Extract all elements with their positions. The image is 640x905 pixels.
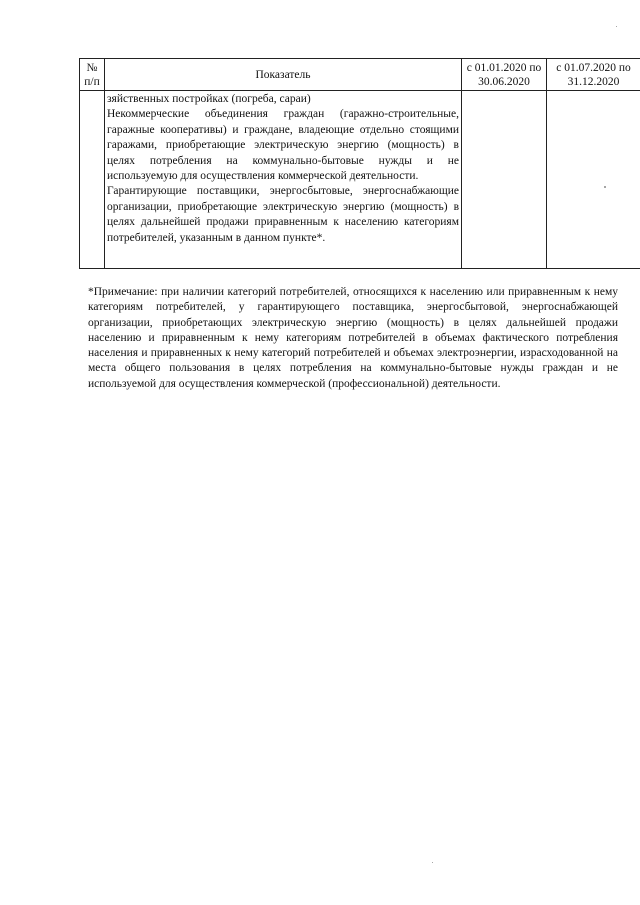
table-header-row bbox=[80, 59, 640, 91]
header-period-1-label: с 01.01.2020 по 30.06.2020 bbox=[466, 61, 542, 88]
table-row bbox=[80, 91, 640, 269]
scan-speck bbox=[432, 862, 433, 863]
header-number-label: № п/п bbox=[84, 61, 100, 88]
indicator-paragraph-3: Гарантирующие поставщики, энергосбытовые, энергоснабжающие организации, приобретающие электрическую энергию (мощность) в целях дальнейшей продажи приравненным к населению категориям потребителей, указанным в данном пункте*. bbox=[107, 185, 459, 244]
indicator-paragraph-2: Некоммерческие объединения граждан (гаражно-строительные, гаражные кооперативы) и граждане, владеющие отдельно стоящими гаражами, приобретающие электрическую энергию (мощность) в целях потребления на коммунально-бытовые нужды и не используемую для осуществления коммерческой деятельности. bbox=[107, 108, 459, 183]
row-period-1-cell bbox=[462, 91, 547, 269]
header-period-1 bbox=[462, 59, 547, 91]
row-indicator-cell bbox=[105, 91, 462, 269]
header-period-2-label: с 01.07.2020 по 31.12.2020 bbox=[556, 61, 631, 88]
row-period-2-cell bbox=[547, 91, 640, 269]
header-indicator bbox=[105, 59, 462, 91]
header-indicator-label: Показатель bbox=[255, 68, 311, 81]
tariff-table bbox=[79, 58, 640, 269]
row-number-cell bbox=[80, 91, 105, 269]
footnote: *Примечание: при наличии категорий потребителей, относящихся к населению или приравненным к нему категориям потребителей, у гарантирующего поставщика, энергосбытовой, энергоснабжающей организации, приобретающих электрическую энергию (мощность) в целях дальнейшей продажи населению и приравненным к нему категориям потребителей в объемах фактического потребления населения и приравненных к нему категорий потребителей и объемах электроэнергии, израсходованной на места общего пользования в целях потребления на коммунально-бытовые нужды граждан и не используемой для осуществления коммерческой (профессиональной) деятельности. bbox=[88, 286, 618, 390]
scan-speck bbox=[616, 26, 617, 27]
header-period-2 bbox=[547, 59, 640, 91]
header-number bbox=[80, 59, 105, 91]
indicator-paragraph-1: зяйственных постройках (погреба, сараи) bbox=[107, 93, 311, 105]
scan-speck bbox=[604, 186, 606, 188]
